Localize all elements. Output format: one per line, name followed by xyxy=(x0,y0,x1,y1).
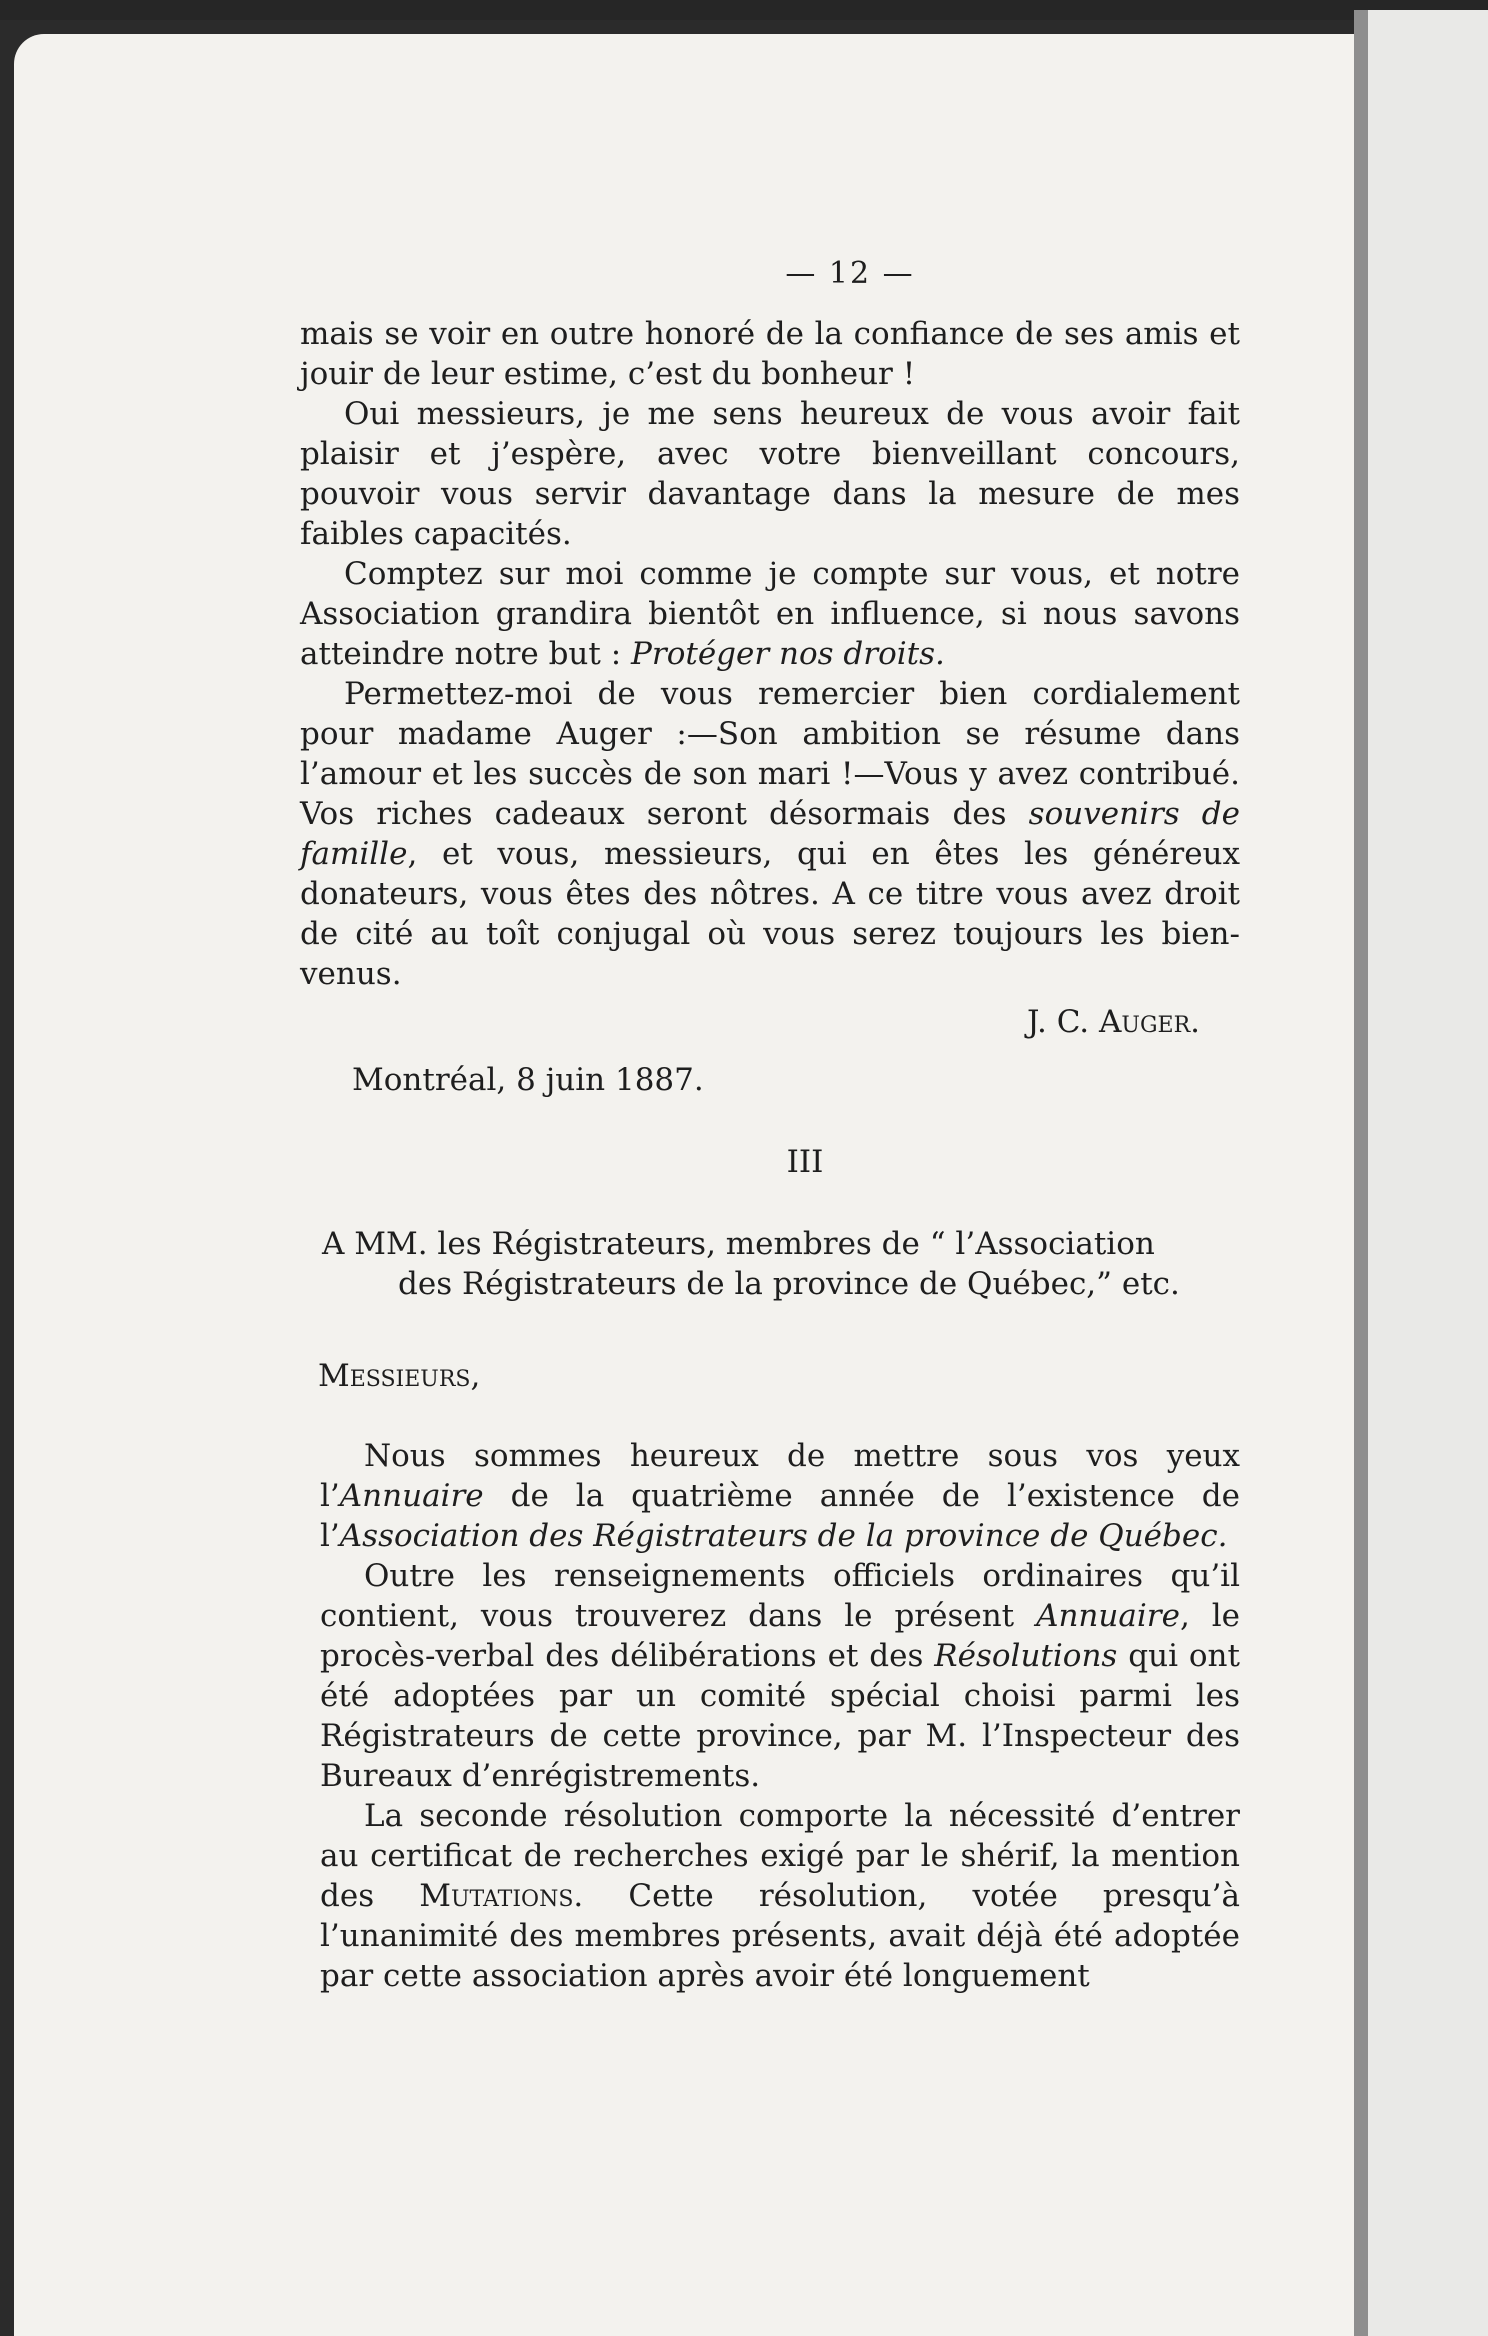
paragraph xyxy=(300,554,1240,674)
text-segment: La seconde résolution comporte la nécessité d’entrer au certificat de recherches exigé par le shérif, la mention des xyxy=(320,1798,1240,1914)
signature: J. C. Auger. xyxy=(1026,1004,1200,1040)
text-segment: . Cette résolution, votée presqu’à l’unanimité des membres présents, avait déjà été adoptée par cette association après avoir été longuement xyxy=(320,1878,1240,1994)
italic-text: souvenirs de famille xyxy=(300,796,1240,872)
page-number: — 12 — xyxy=(785,256,915,291)
text-segment: Outre les renseignements officiels ordinaires qu’il contient, vous trouverez dans le présent xyxy=(320,1558,1240,1634)
facing-page xyxy=(1368,10,1488,2336)
italic-text: Association des Régistrateurs de la province de Québec. xyxy=(339,1518,1228,1554)
paragraph xyxy=(300,314,1240,394)
text-segment: mais se voir en outre honoré de la confiance de ses amis et jouir de leur estime, c’est du bonheur ! xyxy=(300,316,1240,392)
text-segment: Comptez sur moi comme je compte sur vous, et notre Association grandira bientôt en influence, si nous savons atteindre notre but : xyxy=(300,556,1240,672)
text-segment: Oui messieurs, je me sens heureux de vous avoir fait plaisir et j’espère, avec votre bienveillant concours, pouvoir vous servir davantage dans la mesure de mes faibles capacités. xyxy=(300,396,1240,552)
scan-background xyxy=(0,0,1488,20)
paragraph xyxy=(320,1436,1240,1556)
italic-text: Annuaire xyxy=(339,1478,484,1514)
text-segment: , le procès-verbal des délibérations et des xyxy=(320,1598,1240,1674)
italic-text: Résolutions xyxy=(934,1638,1118,1674)
dateline: Montréal, 8 juin 1887. xyxy=(352,1062,704,1098)
address-line: A MM. les Régistrateurs, membres de “ l’Association xyxy=(322,1226,1155,1262)
paragraph xyxy=(300,674,1240,994)
address-line: des Régistrateurs de la province de Québec,” etc. xyxy=(398,1266,1180,1302)
section-number: III xyxy=(786,1144,824,1180)
text-segment: qui ont été adoptées par un comité spécial choisi parmi les Régistrateurs de cette province, par M. l’Inspecteur des Bureaux d’enrégistrements. xyxy=(320,1638,1240,1794)
letter-one xyxy=(300,314,1240,1100)
letter-two xyxy=(300,1436,1240,1996)
paragraph xyxy=(320,1556,1240,1796)
paragraph xyxy=(300,394,1240,554)
italic-text: Protéger nos droits. xyxy=(631,636,945,672)
italic-text: Annuaire xyxy=(1036,1598,1180,1634)
text-segment: Mutations xyxy=(419,1878,574,1914)
page-gutter xyxy=(1354,10,1368,2336)
address-block xyxy=(300,1224,1240,1304)
paragraph xyxy=(320,1796,1240,1996)
text-segment: Permettez-moi de vous remercier bien cordialement pour madame Auger :—Son ambition se résume dans l’amour et les succès de son mari !—Vous y avez contribué. Vos riches cadeaux seront désormais des xyxy=(300,676,1240,832)
text-segment: de la quatrième année de l’existence de l’ xyxy=(320,1478,1240,1554)
text-segment: , et vous, messieurs, qui en êtes les généreux donateurs, vous êtes des nôtres. A ce titre vous avez droit de cité au toît conjugal où vous serez toujours les bien-venus. xyxy=(300,836,1240,992)
page-content xyxy=(300,254,1240,1996)
salutation: Messieurs, xyxy=(318,1358,481,1394)
text-segment: Nous sommes heureux de mettre sous vos yeux l’ xyxy=(320,1438,1240,1514)
